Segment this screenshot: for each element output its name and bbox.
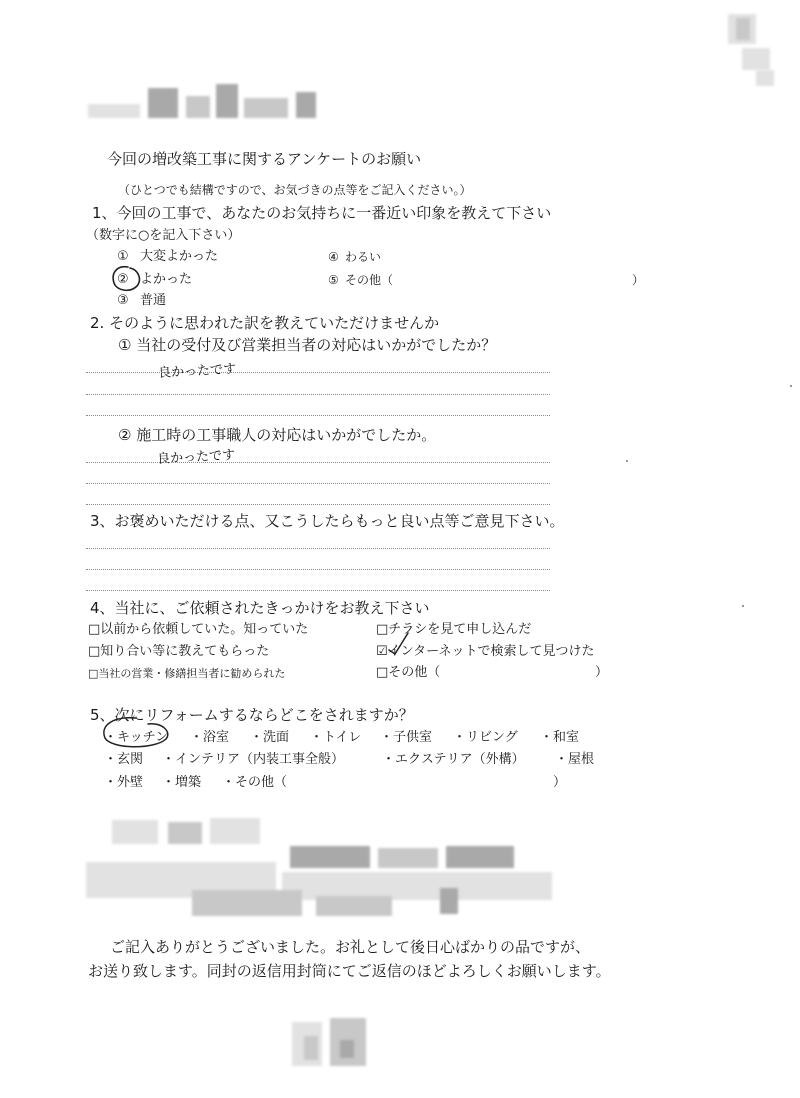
page-title: 今回の増改築工事に関するアンケートのお願い: [107, 150, 422, 168]
q5-option-extension[interactable]: ・増築: [162, 775, 202, 790]
q4-option-flyer[interactable]: □チラシを見て申し込んだ: [376, 622, 532, 637]
q1-option-label: わるい: [345, 250, 382, 264]
q1-option-label: その他（: [345, 273, 394, 287]
q5-option-interior[interactable]: ・インテリア（内装工事全般）: [162, 752, 345, 767]
q5-heading: 5、次にリフォームするならどこをされますか？: [90, 706, 414, 724]
q1-option-num: ③: [117, 293, 129, 308]
closing-line-2: お送り致します。同封の返信用封筒にてご返信のほどよろしくお願いします。: [88, 962, 611, 980]
q4-option-internet[interactable]: ☑インターネットで検索して見つけた: [376, 644, 595, 659]
q5-option-kids-room[interactable]: ・子供室: [380, 730, 433, 745]
answer-line: [86, 590, 550, 591]
q5-option-other-close-paren: ）: [553, 775, 567, 790]
q2-heading: 2. そのように思われた訳を教えていただけませんか: [90, 314, 440, 332]
q5-option-outer-wall[interactable]: ・外壁: [104, 775, 144, 790]
q1-option-label: 普通: [140, 293, 167, 308]
q1-heading: 1、今回の工事で、あなたのお気持ちに一番近い印象を教えて下さい: [92, 204, 552, 222]
q4-option-known-before[interactable]: □以前から依頼していた。知っていた: [88, 622, 309, 637]
answer-line: [86, 415, 550, 416]
hand-drawn-circle-icon: [106, 262, 146, 296]
q1-option-num: ⑤: [328, 273, 339, 287]
q5-option-living[interactable]: ・リビング: [453, 730, 518, 745]
scan-speck: [626, 460, 628, 462]
q3-heading: 3、お褒めいただける点、又こうしたらもっと良い点等ご意見下さい。: [90, 512, 565, 530]
q5-option-bathroom[interactable]: ・浴室: [190, 730, 230, 745]
q2-answer1-handwritten: 良かったです: [157, 361, 237, 382]
q4-option-sales-rep[interactable]: □当社の営業・修繕担当者に勧められた: [88, 667, 286, 680]
q1-option-label: よかった: [140, 272, 193, 287]
answer-line: [86, 462, 550, 463]
answer-line: [86, 372, 550, 373]
answer-line: [86, 504, 550, 505]
q1-option-label: 大変よかった: [140, 249, 219, 264]
q5-option-exterior[interactable]: ・エクステリア（外構）: [382, 752, 525, 767]
q1-option-num: ④: [328, 250, 339, 264]
q4-option-other[interactable]: □その他（: [376, 665, 441, 680]
answer-line: [86, 483, 550, 484]
q4-heading: 4、当社に、ご依頼されたきっかけをお教え下さい: [90, 599, 430, 617]
scan-speck: [742, 605, 744, 607]
q4-option-other-close-paren: ）: [595, 665, 609, 680]
q2-sub2: ② 施工時の工事職人の対応はいかがでしたか。: [118, 426, 437, 444]
closing-line-1: ご記入ありがとうございました。お礼として後日心ばかりの品ですが、: [110, 938, 591, 956]
q1-option-num: ②: [117, 272, 129, 287]
q2-sub1: ① 当社の受付及び営業担当者の対応はいかがでしたか？: [118, 336, 497, 354]
scan-speck: [790, 385, 792, 387]
answer-line: [86, 569, 550, 570]
q1-option-num: ①: [117, 249, 129, 264]
q5-option-other[interactable]: ・その他（: [222, 775, 288, 790]
q5-option-roof[interactable]: ・屋根: [555, 752, 595, 767]
q5-option-washroom[interactable]: ・洗面: [250, 730, 290, 745]
answer-line: [86, 548, 550, 549]
q1-instruction: （数字に○を記入下さい）: [86, 228, 241, 243]
hand-drawn-circle-icon: [96, 712, 176, 752]
q5-option-entrance[interactable]: ・玄関: [104, 752, 144, 767]
q5-option-toilet[interactable]: ・トイレ: [310, 730, 362, 745]
q5-option-japanese-room[interactable]: ・和室: [540, 730, 580, 745]
q5-option-kitchen[interactable]: ・キッチン: [104, 730, 169, 745]
page-subtitle: （ひとつでも結構ですので、お気づきの点等をご記入ください。）: [118, 183, 472, 197]
hand-drawn-check-icon: [386, 630, 412, 656]
q4-option-acquaintance[interactable]: □知り合い等に教えてもらった: [88, 644, 270, 659]
answer-line: [86, 394, 550, 395]
q1-option-close-paren: ）: [632, 273, 645, 287]
q2-answer2-handwritten: 良かったです: [156, 447, 236, 468]
